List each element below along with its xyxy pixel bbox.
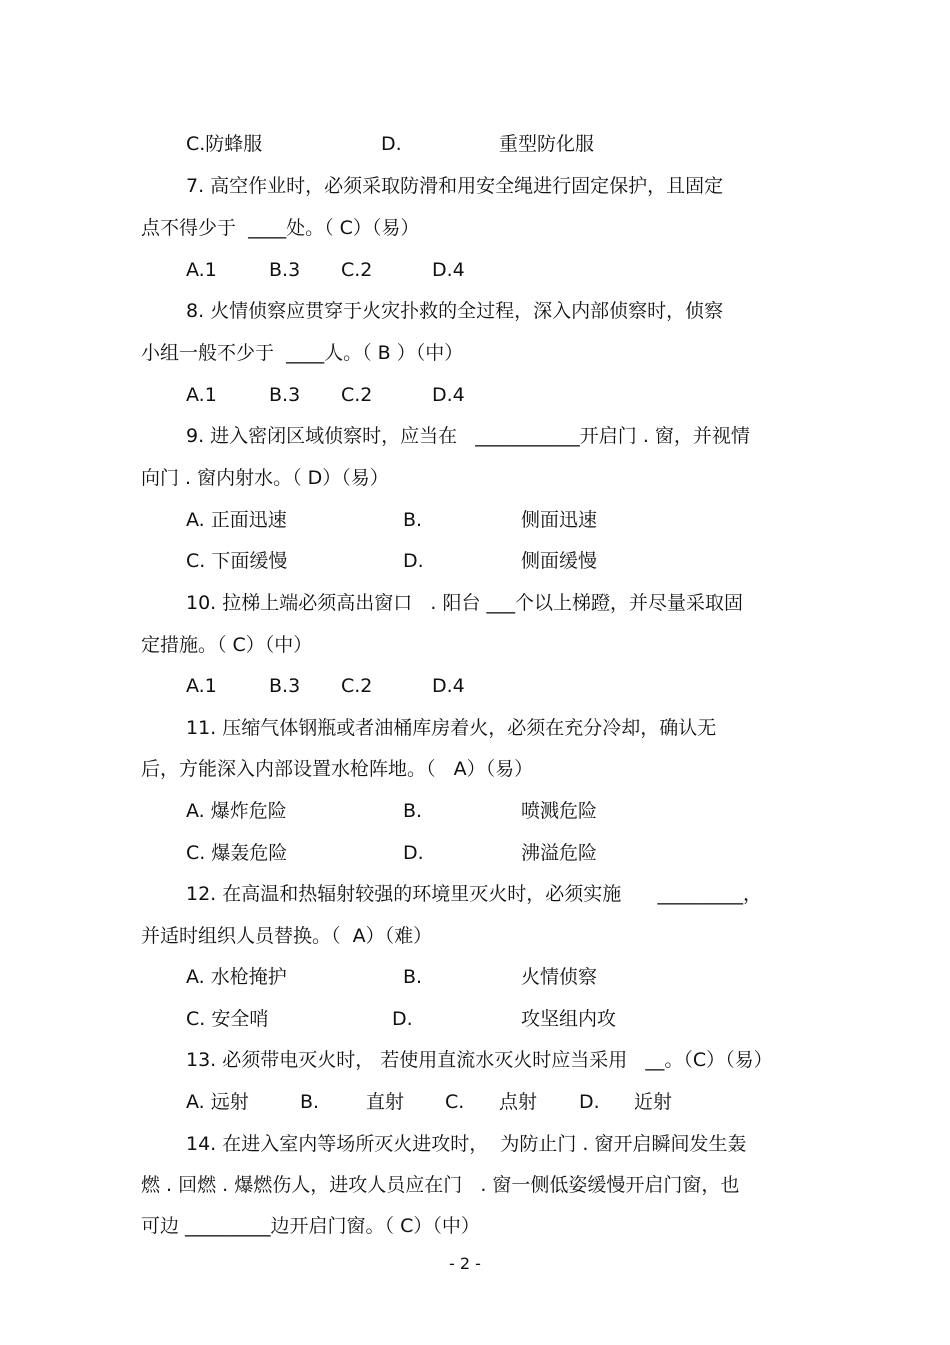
option-b: B.3 — [269, 259, 301, 281]
option-d-letter: D. — [381, 133, 402, 155]
option-row — [0, 797, 598, 825]
option-a: A. 爆炸危险 — [186, 800, 287, 822]
question-stem: 12. 在高温和热辐射较强的环境里灭火时，必须实施 _________， — [186, 883, 762, 905]
option-b-text: 侧面迅速 — [521, 509, 598, 531]
question-stem-continued: 并适时组织人员替换。（ A）（难） — [141, 925, 433, 947]
option-c: C.2 — [341, 259, 373, 281]
question-stem-continued: 燃 . 回燃 . 爆燃伤人，进攻人员应在门 . 窗一侧低姿缓慢开启门窗，也 — [141, 1174, 740, 1196]
option-d-text: 侧面缓慢 — [521, 550, 598, 572]
option-d: D.4 — [432, 675, 465, 697]
option-a: A.1 — [186, 259, 217, 281]
option-row — [0, 256, 465, 284]
option-b-text: 火情侦察 — [521, 966, 598, 988]
question-stem-continued: 定措施。（ C）（中） — [141, 634, 313, 656]
question-stem-continued: 后，方能深入内部设置水枪阵地。（ A）（易） — [141, 758, 534, 780]
question-stem: 7. 高空作业时，必须采取防滑和用安全绳进行固定保护，且固定 — [186, 175, 724, 197]
question-stem: 8. 火情侦察应贯穿于火灾扑救的全过程，深入内部侦察时，侦察 — [186, 300, 724, 322]
question-stem-continued: 向门 . 窗内射水。（ D）（易） — [141, 467, 389, 489]
option-b-text: 喷溅危险 — [521, 800, 598, 822]
option-row — [0, 130, 595, 158]
option-row — [0, 547, 598, 575]
question-stem-continued: 小组一般不少于 ____人。（ B ）（中） — [141, 342, 464, 364]
option-c: C. 下面缓慢 — [186, 550, 288, 572]
question-stem-continued: 可边 _________边开启门窗。（ C）（中） — [141, 1215, 480, 1237]
option-row — [0, 506, 598, 534]
option-d-text: 沸溢危险 — [521, 842, 598, 864]
option-c-text: 点射 — [499, 1091, 538, 1113]
option-c: C.2 — [341, 675, 373, 697]
option-d-letter: D. — [403, 842, 424, 864]
question-stem-continued: 点不得少于 ____处。（ C）（易） — [141, 217, 420, 239]
option-d-text: 攻坚组内攻 — [521, 1008, 617, 1030]
option-row — [0, 381, 465, 409]
option-a: A. 水枪掩护 — [186, 966, 287, 988]
option-b-text: 直射 — [366, 1091, 405, 1113]
question-stem: 11. 压缩气体钢瓶或者油桶库房着火，必须在充分冷却，确认无 — [186, 717, 717, 739]
option-row — [0, 672, 465, 700]
option-a: A. 远射 — [186, 1091, 249, 1113]
option-a: A.1 — [186, 675, 217, 697]
option-d: D.4 — [432, 259, 465, 281]
option-b-letter: B. — [403, 800, 423, 822]
page-number: - 2 - — [449, 1254, 481, 1273]
option-d-letter: D. — [579, 1091, 600, 1113]
question-stem: 10. 拉梯上端必须高出窗口 . 阳台 ___个以上梯蹬，并尽量采取固 — [186, 592, 743, 614]
option-row — [0, 839, 598, 867]
option-b-letter: B. — [300, 1091, 320, 1113]
option-d-text: 重型防化服 — [499, 133, 595, 155]
option-d-text: 近射 — [634, 1091, 673, 1113]
question-stem: 14. 在进入室内等场所灭火进攻时， 为防止门 . 窗开启瞬间发生轰 — [186, 1133, 747, 1155]
option-d-letter: D. — [403, 550, 424, 572]
question-stem: 13. 必须带电灭火时， 若使用直流水灭火时应当采用 __。（C）（易） — [186, 1049, 773, 1071]
option-row — [0, 1088, 673, 1116]
option-row — [0, 1005, 617, 1033]
option-b: B.3 — [269, 675, 301, 697]
option-d-letter: D. — [392, 1008, 413, 1030]
option-b-letter: B. — [403, 966, 423, 988]
option-c-letter: C. — [445, 1091, 465, 1113]
option-c: C. 爆轰危险 — [186, 842, 288, 864]
option-b-letter: B. — [403, 509, 423, 531]
option-b: B.3 — [269, 384, 301, 406]
option-c: C.2 — [341, 384, 373, 406]
option-a: A.1 — [186, 384, 217, 406]
option-c: C. 安全哨 — [186, 1008, 269, 1030]
option-a: A. 正面迅速 — [186, 509, 287, 531]
option-c: C.防蜂服 — [186, 133, 263, 155]
question-stem: 9. 进入密闭区域侦察时，应当在 ___________开启门 . 窗，并视情 — [186, 425, 750, 447]
option-d: D.4 — [432, 384, 465, 406]
option-row — [0, 963, 598, 991]
